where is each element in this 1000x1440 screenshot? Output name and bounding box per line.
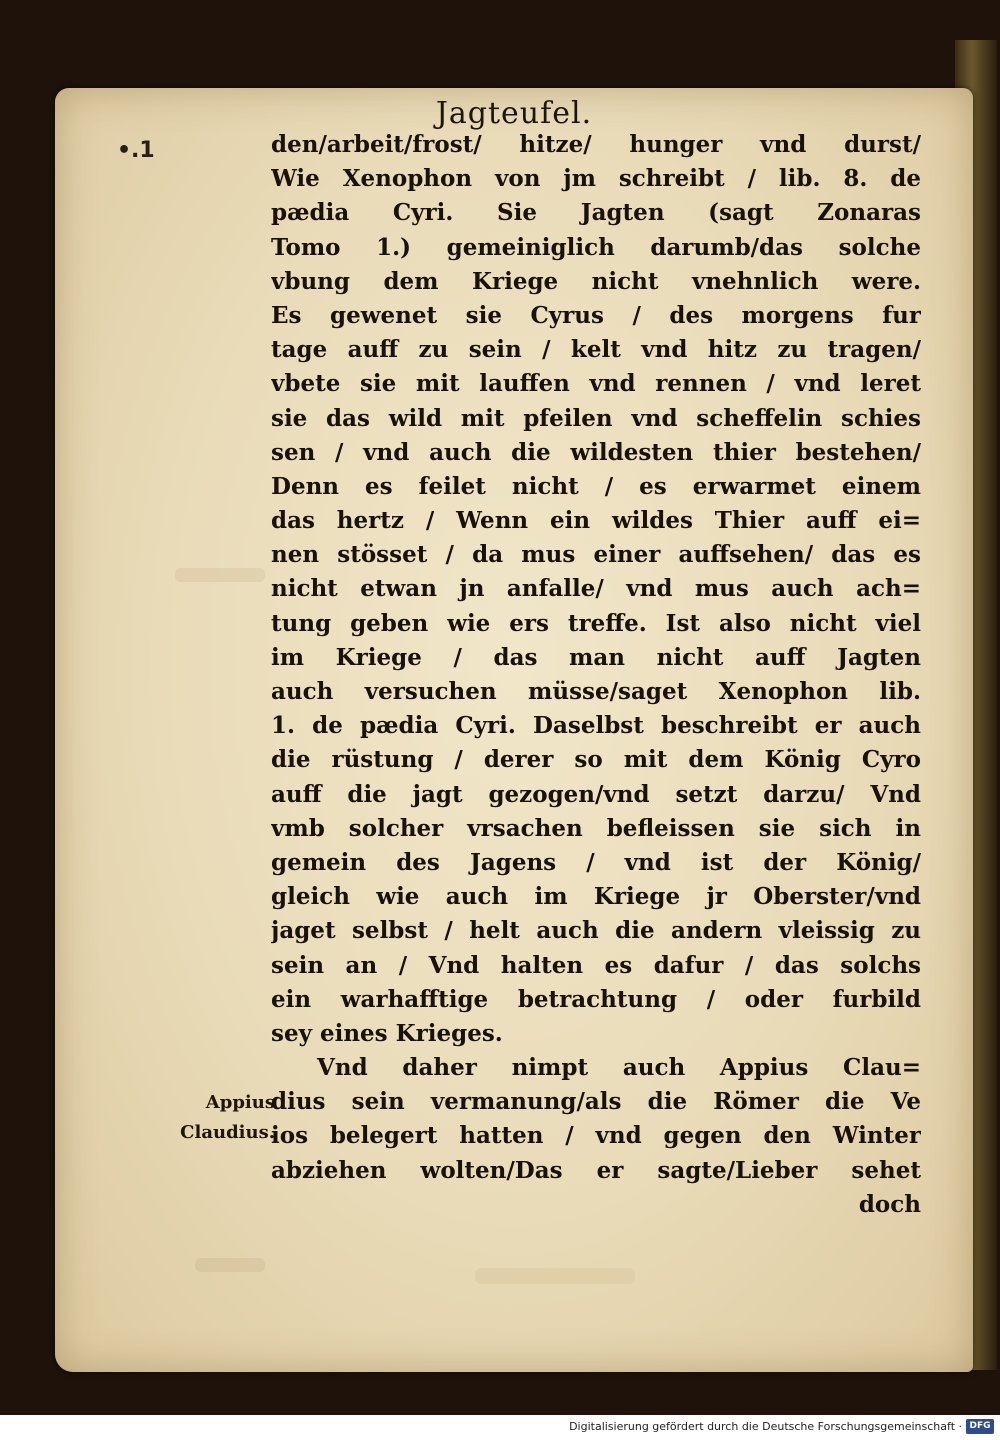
folio-mark: •.1 (117, 138, 155, 163)
text-line: vmb solcher vrsachen befleissen sie sich in (271, 814, 921, 842)
margin-note-line: Appius (205, 1092, 275, 1113)
margin-note (155, 1088, 275, 1148)
text-line: den/arbeit/frost/ hitze/ hunger vnd durst/ (271, 131, 921, 158)
body-text (271, 128, 921, 1222)
text-line: tage auff zu sein / kelt vnd hitz zu tragen/ (271, 336, 921, 364)
text-line: pædia Cyri. Sie Jagten (sagt Zonaras (271, 199, 921, 227)
text-line: tung geben wie ers treffe. Ist also nicht viel (271, 609, 921, 637)
text-line: ios belegert hatten / vnd gegen den Winter (271, 1122, 921, 1150)
text-line: ein warhafftige betrachtung / oder furbild (271, 985, 921, 1013)
text-line: Tomo 1.) gemeiniglich darumb/das solche (271, 233, 921, 261)
text-line: Es gewenet sie Cyrus / des morgens fur (271, 301, 921, 329)
text-line: sen / vnd auch die wildesten thier bestehen/ (271, 438, 921, 466)
text-line: nicht etwan jn anfalle/ vnd mus auch ach= (271, 575, 921, 603)
text-line: Wie Xenophon von jm schreibt / lib. 8. de (271, 165, 921, 193)
running-head-text: Jagteufel. (435, 96, 593, 131)
text-line: auff die jagt gezogen/vnd setzt darzu/ Vnd (271, 780, 921, 808)
text-line: vbete sie mit lauffen vnd rennen / vnd leret (271, 370, 921, 398)
text-line: Denn es feilet nicht / es erwarmet einem (271, 472, 921, 500)
margin-note-line: Claudius. (180, 1122, 275, 1143)
text-line: dius sein vermanung/als die Römer die Ve (271, 1088, 921, 1116)
text-line: jaget selbst / helt auch die andern vleissig zu (271, 917, 921, 945)
text-line: 1. de pædia Cyri. Daselbst beschreibt er auch (271, 712, 921, 740)
bleed-through (195, 1258, 265, 1272)
text-line: im Kriege / das man nicht auff Jagten (271, 643, 921, 671)
book-page (55, 88, 973, 1372)
bleed-through (175, 568, 265, 582)
running-head (55, 88, 973, 131)
text-line: sein an / Vnd halten es dafur / das solchs (271, 951, 921, 979)
catchword: doch (858, 1190, 921, 1218)
text-line: die rüstung / derer so mit dem König Cyro (271, 746, 921, 774)
text-line: abziehen wolten/Das er sagte/Lieber sehet (271, 1156, 921, 1184)
text-line: gemein des Jagens / vnd ist der König/ (271, 848, 921, 876)
text-line: vbung dem Kriege nicht vnehnlich were. (271, 267, 921, 295)
text-line: auch versuchen müsse/saget Xenophon lib. (271, 678, 921, 705)
footer-bar (0, 1415, 1000, 1440)
dfg-logo: DFG (966, 1419, 994, 1434)
text-line: gleich wie auch im Kriege jr Oberster/vnd (271, 883, 921, 911)
text-line: Vnd daher nimpt auch Appius Clau= (317, 1054, 921, 1082)
text-line: das hertz / Wenn ein wildes Thier auff ei= (271, 507, 921, 535)
bleed-through (475, 1268, 635, 1284)
footer-credit: Digitalisierung gefördert durch die Deutsche Forschungsgemeinschaft · (569, 1420, 962, 1433)
text-line: sie das wild mit pfeilen vnd scheffelin schies (271, 404, 921, 432)
text-line: nen stösset / da mus einer auffsehen/ das es (271, 541, 921, 569)
text-line: sey eines Krieges. (271, 1019, 503, 1047)
